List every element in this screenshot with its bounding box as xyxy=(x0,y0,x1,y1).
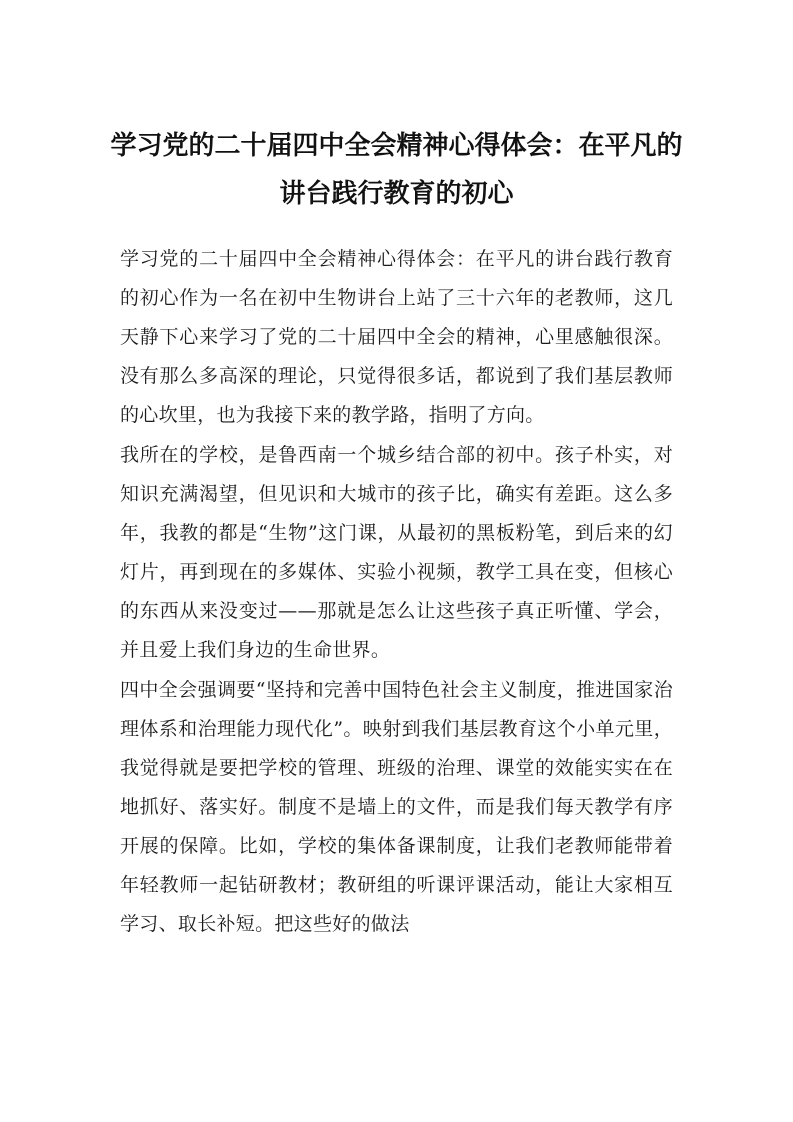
paragraph-1: 学习党的二十届四中全会精神心得体会：在平凡的讲台践行教育的初心作为一名在初中生物讲台上站了三十六年的老教师，这几天静下心来学习了党的二十届四中全会的精神，心里感触很深。没有那么多高深的理论，只觉得很多话，都说到了我们基层教师的心坎里，也为我接下来的教学路，指明了方向。 xyxy=(120,248,673,426)
document-body xyxy=(120,240,673,944)
paragraph-2: 我所在的学校，是鲁西南一个城乡结合部的初中。孩子朴实，对知识充满渴望，但见识和大城市的孩子比，确实有差距。这么多年，我教的都是“生物”这门课，从最初的黑板粉笔，到后来的幻灯片，再到现在的多媒体、实验小视频，教学工具在变，但核心的东西从来没变过——那就是怎么让这些孩子真正听懂、学会，并且爱上我们身边的生命世界。 xyxy=(120,444,673,661)
document-title: 学习党的二十届四中全会精神心得体会：在平凡的讲台践行教育的初心 xyxy=(110,131,683,209)
paragraph-3: 四中全会强调要“坚持和完善中国特色社会主义制度，推进国家治理体系和治理能力现代化”。映射到我们基层教育这个小单元里，我觉得就是要把学校的管理、班级的治理、课堂的效能实实在在地抓好、落实好。制度不是墙上的文件，而是我们每天教学有序开展的保障。比如，学校的集体备课制度，让我们老教师能带着年轻教师一起钻研教材；教研组的听课评课活动，能让大家相互学习、取长补短。把这些好的做法 xyxy=(120,679,673,935)
